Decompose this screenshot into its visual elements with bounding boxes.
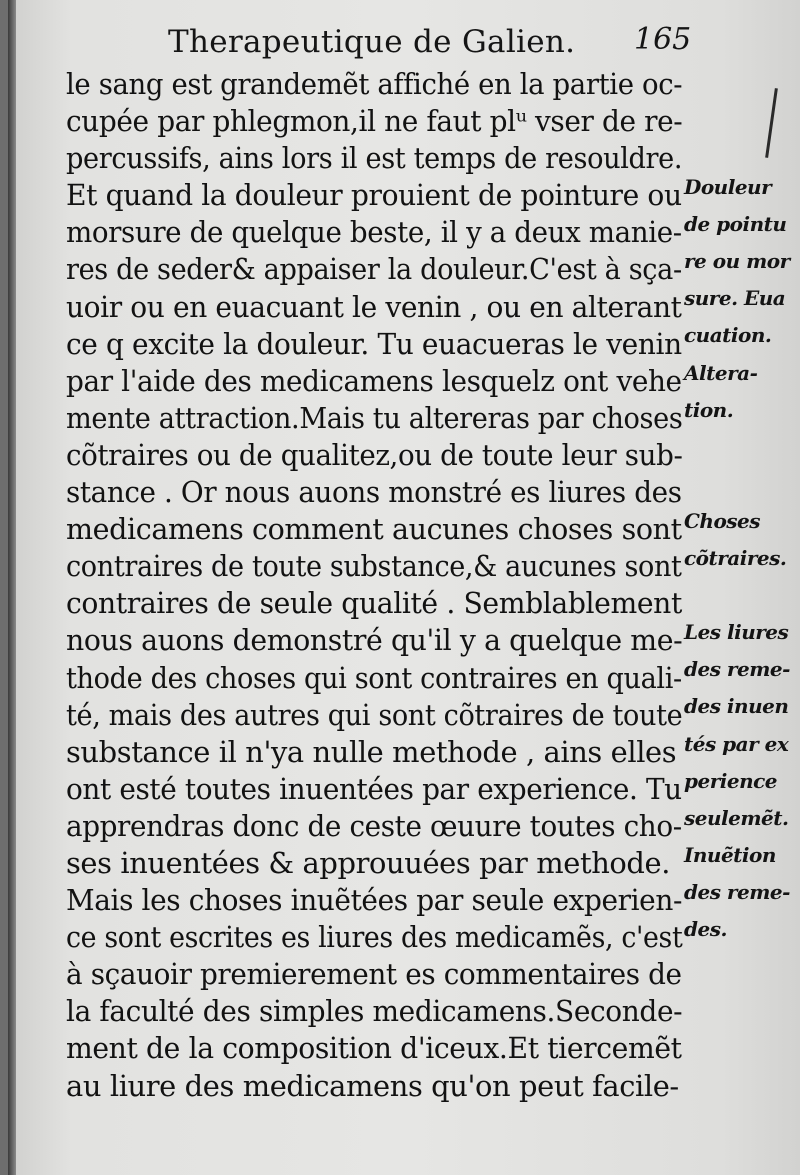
- margin-note: Les liures: [684, 620, 789, 645]
- text-line: percussifs, ains lors il est temps de resouldre.: [66, 141, 683, 176]
- margin-note: des reme-: [684, 879, 790, 904]
- text-line: ment de la composition d'iceux.Et tiercemẽt: [66, 1031, 682, 1066]
- text-line: nous auons demonstré qu'il y a quelque me-: [66, 623, 683, 658]
- page-gutter-shadow: [8, 0, 16, 1175]
- text-line: stance . Or nous auons monstré es liures des: [66, 475, 682, 510]
- margin-note: cuation.: [684, 323, 772, 348]
- text-line: Mais les choses inuẽtées par seule experien-: [66, 883, 683, 918]
- text-line: ce sont escrites es liures des medicamẽs, c'est: [66, 920, 683, 955]
- margin-note: cõtraires.: [684, 546, 787, 570]
- text-line: substance il n'ya nulle methode , ains elles: [66, 734, 677, 769]
- text-line: mente attraction.Mais tu altereras par choses: [66, 400, 683, 435]
- text-line: le sang est grandemẽt affiché en la partie oc-: [66, 67, 683, 101]
- text-line: thode des choses qui sont contraires en quali-: [66, 660, 682, 695]
- margin-note: des inuen: [684, 694, 789, 719]
- text-line: morsure de quelque beste, il y a deux manie-: [66, 215, 682, 250]
- text-line: contraires de toute substance,& aucunes sont: [66, 549, 682, 584]
- text-line: ce q excite la douleur. Tu euacueras le venin: [66, 326, 682, 361]
- margin-note: tion.: [684, 397, 734, 422]
- margin-note: seulemẽt.: [684, 805, 789, 830]
- text-line: apprendras donc de ceste œuure toutes cho-: [66, 808, 682, 843]
- margin-note: Choses: [684, 508, 761, 533]
- text-line: au liure des medicamens qu'on peut facile-: [66, 1068, 679, 1103]
- margin-note: des reme-: [684, 657, 790, 682]
- text-line: cõtraires ou de qualitez,ou de toute leur sub-: [66, 437, 683, 472]
- book-page: [8, 0, 800, 1175]
- margin-note: tés par ex: [684, 731, 789, 756]
- ink-mark: [765, 88, 778, 158]
- running-head: Therapeutique de Galien.: [168, 24, 576, 60]
- text-line: medicamens comment aucunes choses sont: [66, 512, 682, 547]
- text-line: Et quand la douleur prouient de pointure ou: [66, 178, 682, 213]
- margin-note: Altera-: [684, 360, 758, 385]
- text-line: la faculté des simples medicamens.Seconde-: [66, 994, 683, 1029]
- margin-note: perience: [684, 768, 778, 793]
- text-line: par l'aide des medicamens lesquelz ont vehe: [66, 363, 682, 398]
- text-line: res de seder& appaiser la douleur.C'est à sça-: [66, 252, 682, 287]
- text-line: à sçauoir premierement es commentaires de: [66, 957, 682, 992]
- body-text: [66, 66, 684, 1105]
- text-line: cupée par phlegmon,il ne faut plᵘ vser de re-: [66, 104, 683, 139]
- margin-note: des.: [684, 917, 727, 941]
- margin-note: sure. Eua: [684, 286, 786, 311]
- text-line: ont esté toutes inuentées par experience. Tu: [66, 771, 682, 806]
- text-line: contraires de seule qualité . Semblablement: [66, 586, 682, 621]
- page-number: 165: [634, 22, 692, 57]
- margin-note: Douleur: [684, 175, 772, 199]
- text-line: ses inuentées & approuuées par methode.: [66, 845, 671, 880]
- text-line: té, mais des autres qui sont cõtraires de toute: [66, 697, 683, 732]
- margin-note: Inuẽtion: [684, 842, 776, 867]
- margin-note: re ou mor: [684, 249, 790, 274]
- margin-note: de pointu: [684, 212, 787, 237]
- text-line: uoir ou en euacuant le venin , ou en alterant: [66, 289, 682, 324]
